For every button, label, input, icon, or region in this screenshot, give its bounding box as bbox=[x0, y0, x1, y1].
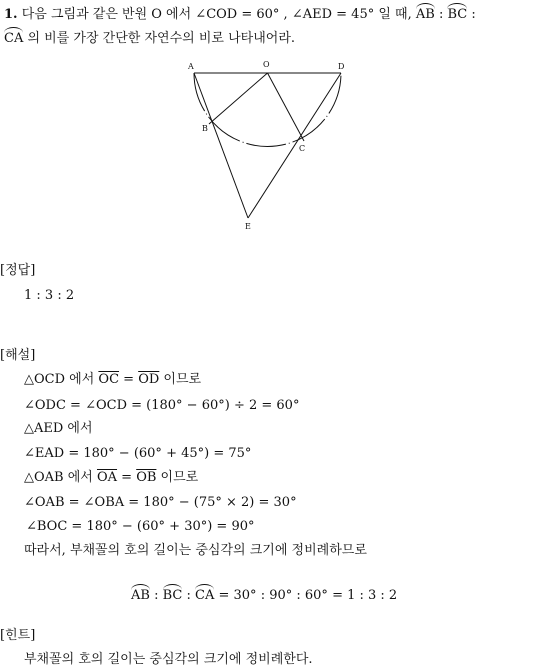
equals-sign: = bbox=[119, 372, 139, 387]
equals-sign: = bbox=[117, 470, 137, 485]
solution-final-ratio bbox=[131, 587, 397, 605]
solution-step-3: △AED 에서 bbox=[24, 421, 93, 436]
segment-oc bbox=[268, 73, 305, 141]
arc-bc-symbol: BC bbox=[447, 7, 468, 22]
step-text: △OCD 에서 bbox=[24, 372, 99, 387]
step-text: 이므로 bbox=[156, 470, 199, 485]
solution-step-7: ∠BOC = 180° − (60° + 30°) = 90° bbox=[26, 519, 255, 534]
hint-text: 부채꼴의 호의 길이는 중심각의 크기에 정비례한다. bbox=[24, 652, 313, 667]
solution-step-5 bbox=[24, 469, 198, 487]
arc-bc-symbol: BC bbox=[162, 588, 183, 603]
arc-ab-symbol: AB bbox=[415, 7, 435, 22]
ratio-separator: : bbox=[182, 588, 196, 603]
point-label-e: E bbox=[245, 222, 251, 231]
segment-od-symbol: $\overline{OD}$ bbox=[138, 372, 160, 387]
segment-oa-symbol: $\overline{OA}$ bbox=[96, 470, 118, 485]
ratio-separator: : bbox=[149, 588, 163, 603]
hint-heading: [힌트] bbox=[0, 628, 36, 643]
ratio-separator: : bbox=[467, 7, 476, 22]
solution-heading: [해설] bbox=[0, 348, 36, 363]
solution-step-1 bbox=[24, 371, 201, 389]
ratio-result: = 30° : 90° : 60° = 1 : 3 : 2 bbox=[214, 588, 398, 603]
solution-step-2: ∠ODC = ∠OCD = (180° − 60°) ÷ 2 = 60° bbox=[24, 398, 300, 413]
step-text: △OAB 에서 bbox=[24, 470, 97, 485]
arc-ca-symbol: CA bbox=[4, 31, 24, 46]
segment-ae bbox=[194, 73, 248, 218]
arc-ab-symbol: AB bbox=[131, 588, 150, 603]
problem-line-2 bbox=[4, 30, 295, 48]
problem-line-1 bbox=[4, 6, 476, 24]
solution-step-6: ∠OAB = ∠OBA = 180° − (75° × 2) = 30° bbox=[24, 495, 297, 510]
point-label-a: A bbox=[188, 62, 194, 71]
point-label-o: O bbox=[263, 60, 270, 69]
segment-ob-symbol: $\overline{OB}$ bbox=[136, 470, 157, 485]
answer-value: 1 : 3 : 2 bbox=[24, 288, 75, 303]
segment-ob bbox=[209, 73, 268, 124]
semicircle-arc bbox=[194, 73, 341, 147]
point-label-b: B bbox=[202, 124, 208, 133]
answer-heading: [정답] bbox=[0, 263, 36, 278]
point-label-c: C bbox=[299, 144, 306, 153]
ratio-separator: : bbox=[434, 7, 448, 22]
problem-text: 다음 그림과 같은 반원 O 에서 ∠COD = 60° , ∠AED = 45° 일 때, bbox=[21, 7, 412, 22]
problem-text-cont: 의 비를 가장 간단한 자연수의 비로 나타내어라. bbox=[23, 31, 296, 46]
arc-ca-symbol: CA bbox=[195, 588, 215, 603]
step-text: 이므로 bbox=[159, 372, 202, 387]
point-label-d: D bbox=[338, 62, 345, 71]
solution-step-4: ∠EAD = 180° − (60° + 45°) = 75° bbox=[24, 446, 252, 461]
segment-de bbox=[248, 73, 341, 218]
semicircle-figure bbox=[180, 55, 360, 235]
problem-number: 1. bbox=[4, 7, 18, 22]
solution-step-8: 따라서, 부채꼴의 호의 길이는 중심각의 크기에 정비례하므로 bbox=[24, 543, 367, 558]
segment-oc-symbol: $\overline{OC}$ bbox=[98, 372, 120, 387]
